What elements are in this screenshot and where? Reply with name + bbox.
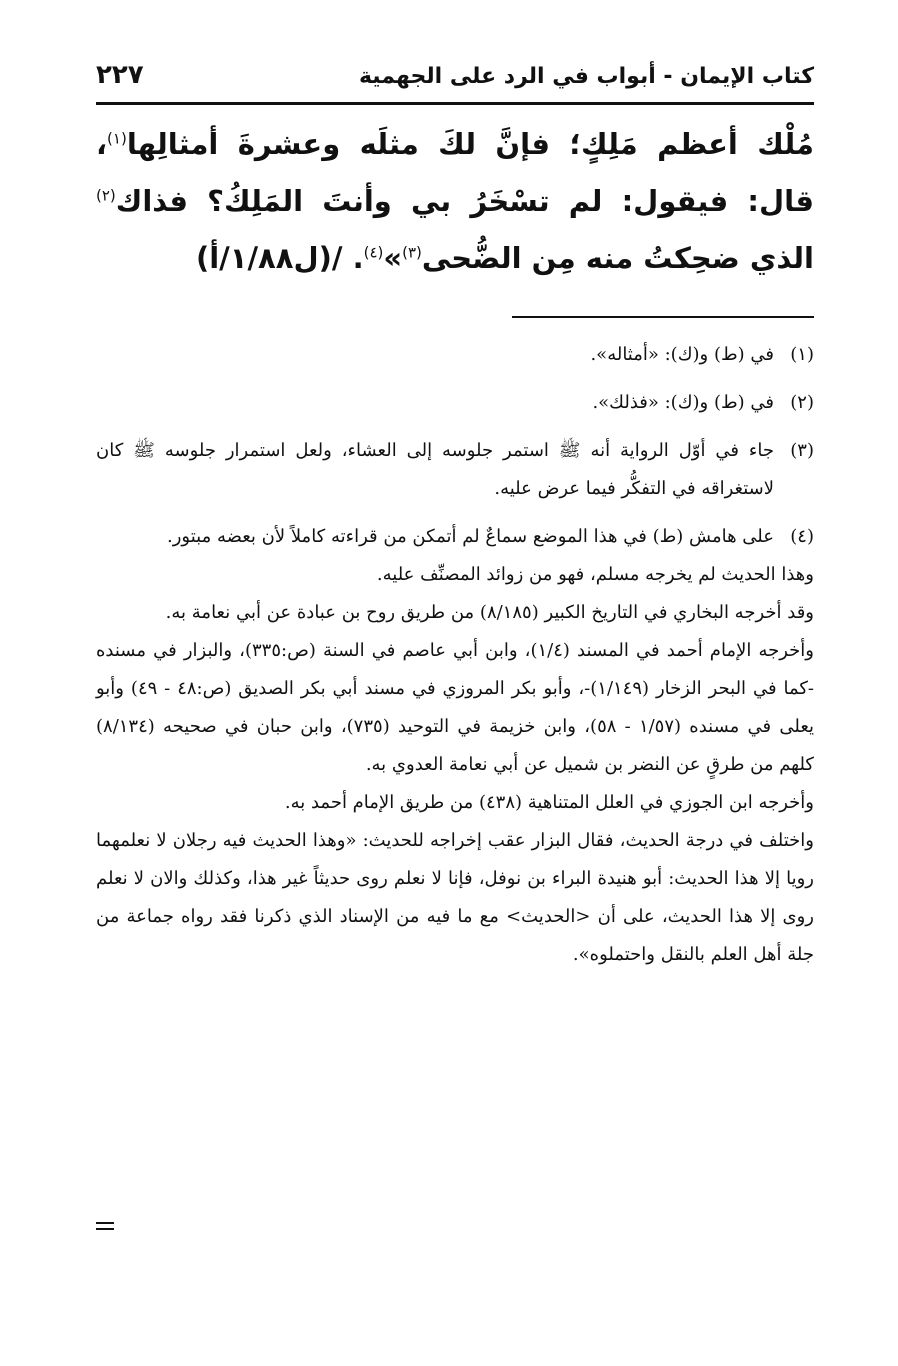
spacer [96,422,814,432]
footnote-3 [96,432,814,508]
continuation-mark [96,1222,114,1230]
footnote-ref[interactable]: (٢) [96,186,116,205]
footnote-number: (٢) [790,392,814,413]
footnote-text: في (ط) و(ك): «فذلك». [592,392,774,413]
footnote-4 [96,518,814,556]
main-text [96,116,814,287]
header-title: كتاب الإيمان - أبواب في الرد على الجهمية [358,64,814,89]
footnote-paragraph: وهذا الحديث لم يخرجه مسلم، فهو من زوائد المصنِّف عليه. [376,564,814,585]
footnote-paragraph: وأخرجه ابن الجوزي في العلل المتناهية (٤٣٨) من طريق الإمام أحمد به. [284,792,814,813]
page-number: ٢٢٧ [96,60,144,90]
footnote-paragraph: واختلف في درجة الحديث، فقال البزار عقب إخراجه للحديث: «وهذا الحديث فيه رجلان لا نعلمهما رويا إلا هذا الحديث: أبو هنيدة البراء بن نوفل، فإنا لا نعلم روى حديثاً غير هذا، وكذلك والان لا نعلم روى إلا هذا الحديث، على أن <الحديث> مع ما فيه من الإسناد الذي ذكرنا فقد رواه جماعة من جلة أهل العلم بالنقل واحتملوه». [96,830,814,965]
running-header [96,58,814,102]
main-segment: » [383,241,403,275]
footnote-2 [96,384,814,422]
spacer [96,508,814,518]
footnote-paragraph: وأخرجه الإمام أحمد في المسند (١/٤)، وابن أبي عاصم في السنة (ص:٣٣٥)، والبزار في مسنده -كما في البحر الزخار (١/١٤٩)-، وأبو بكر المروزي في مسند أبي بكر الصديق (ص:٤٨ - ٤٩) وأبو يعلى في مسنده (١/٥٧ - ٥٨)، وابن خزيمة في التوحيد (٧٣٥)، وابن حبان في صحيحه (٨/١٣٤) كلهم من طرقٍ عن النضر بن شميل عن أبي نعامة العدوي به. [96,640,815,775]
main-segment: ، قال: فيقول: لم تسْخَرُ بي وأنتَ المَلِكُ؟ فذاك [96,127,814,218]
footnote-text: على هامش (ط) في هذا الموضع سماعٌ لم أتمكن من قراءته كاملاً لأن بعضه مبتور. [167,526,774,547]
footnotes [96,336,814,974]
footnote-ref[interactable]: (٣) [402,243,422,262]
footnote-ref[interactable]: (١) [107,129,127,148]
footnote-separator [512,316,814,318]
footnote-number: (٤) [790,526,814,547]
spacer [96,374,814,384]
main-segment: الذي ضحِكتُ منه مِن الضُّحى [421,241,814,275]
header-rule [96,102,814,105]
footnote-paragraph: وقد أخرجه البخاري في التاريخ الكبير (٨/١٨٥) من طريق روح بن عبادة عن أبي نعامة به. [165,602,814,623]
footnote-number: (١) [790,344,814,365]
main-segment: مُلْك أعظم مَلِكٍ؛ فإنَّ لكَ مثلَه وعشرةَ أمثالِها [126,127,814,161]
footnote-ref[interactable]: (٤) [363,243,384,262]
footnote-text: جاء في أوّل الرواية أنه ﷺ استمر جلوسه إلى العشاء، ولعل استمرار جلوسه ﷺ كان لاستغراقه في التفكُّر فيما عرض عليه. [96,440,774,499]
footnote-text: في (ط) و(ك): «أمثاله». [590,344,774,365]
main-segment: . /(ل١/٨٨/أ) [195,241,364,275]
main-paragraph [96,116,814,287]
footnote-number: (٣) [790,440,814,461]
footnote-1 [96,336,814,374]
